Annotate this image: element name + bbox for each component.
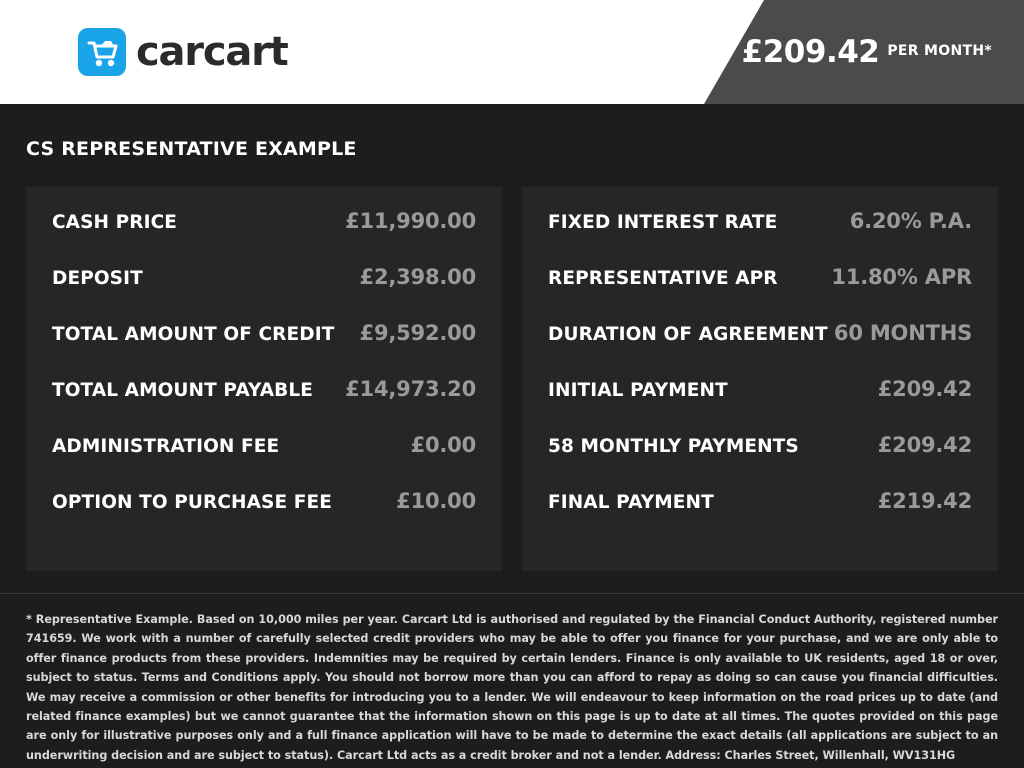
- page-header: [0, 0, 1024, 104]
- table-row: [52, 321, 476, 377]
- row-value: £2,398.00: [359, 265, 476, 289]
- table-row: [548, 377, 972, 433]
- car-cart-icon: [78, 28, 126, 76]
- row-value: £14,973.20: [345, 377, 476, 401]
- row-label: TOTAL AMOUNT OF CREDIT: [52, 324, 335, 345]
- row-label: 58 MONTHLY PAYMENTS: [548, 436, 799, 457]
- row-value: 60 MONTHS: [833, 321, 972, 345]
- row-label: ADMINISTRATION FEE: [52, 436, 280, 457]
- brand-logo-text: [136, 29, 288, 75]
- left-figures-panel: [26, 187, 502, 571]
- table-row: [548, 209, 972, 265]
- row-label: OPTION TO PURCHASE FEE: [52, 492, 332, 513]
- table-row: [52, 489, 476, 545]
- row-value: 6.20% P.A.: [849, 209, 972, 233]
- row-label: CASH PRICE: [52, 212, 178, 233]
- row-label: FIXED INTEREST RATE: [548, 212, 778, 233]
- row-value: 11.80% APR: [831, 265, 972, 289]
- table-row: [52, 209, 476, 265]
- row-label: DURATION OF AGREEMENT: [548, 324, 828, 345]
- brand-name-second: cart: [202, 29, 288, 75]
- row-label: FINAL PAYMENT: [548, 492, 714, 513]
- row-label: REPRESENTATIVE APR: [548, 268, 778, 289]
- table-row: [52, 265, 476, 321]
- main-content: [0, 104, 1024, 765]
- monthly-price-period: PER MONTH*: [887, 43, 992, 59]
- monthly-price-content: [742, 0, 992, 104]
- table-row: [52, 433, 476, 489]
- row-value: £219.42: [877, 489, 972, 513]
- disclaimer-text: * Representative Example. Based on 10,000 miles per year. Carcart Ltd is authorised and regulated by the Financial Conduct Authority, registered number 741659. We work with a number of carefully selected credit providers who may be able to offer you finance for your purchase, and we are only able to offer finance products from these providers. Indemnities may be required by certain lenders. Finance is only available to UK residents, aged 18 or over, subject to status. Terms and Conditions apply. You should not borrow more than you can afford to repay as doing so can cause you financial difficulties. We may receive a commission or other benefits for introducing you to a lender. We will endeavour to keep information on the road prices up to date (and related finance examples) but we cannot guarantee that the information shown on this page is up to date at all times. The quotes provided on this page are only for illustrative purposes only and a full finance application will have to be made to determine the exact details (all applications are subject to an underwriting decision and are subject to status). Carcart Ltd acts as a credit broker and not a lender. Address: Charles Street, Willenhall, WV131HG: [26, 613, 998, 762]
- table-row: [548, 321, 972, 377]
- right-figures-panel: [522, 187, 998, 571]
- row-value: £9,592.00: [359, 321, 476, 345]
- row-label: TOTAL AMOUNT PAYABLE: [52, 380, 313, 401]
- row-value: £0.00: [410, 433, 476, 457]
- row-label: DEPOSIT: [52, 268, 143, 289]
- row-value: £209.42: [877, 377, 972, 401]
- brand-logo[interactable]: [78, 28, 288, 76]
- row-label: INITIAL PAYMENT: [548, 380, 728, 401]
- row-value: £11,990.00: [345, 209, 476, 233]
- table-row: [52, 377, 476, 433]
- table-row: [548, 489, 972, 545]
- row-value: £10.00: [396, 489, 476, 513]
- monthly-price-amount: £209.42: [741, 34, 880, 70]
- table-row: [548, 433, 972, 489]
- brand-name-first: car: [136, 29, 203, 75]
- table-row: [548, 265, 972, 321]
- row-value: £209.42: [877, 433, 972, 457]
- finance-figures-panels: [0, 160, 1024, 571]
- page-title: CS REPRESENTATIVE EXAMPLE: [26, 138, 357, 160]
